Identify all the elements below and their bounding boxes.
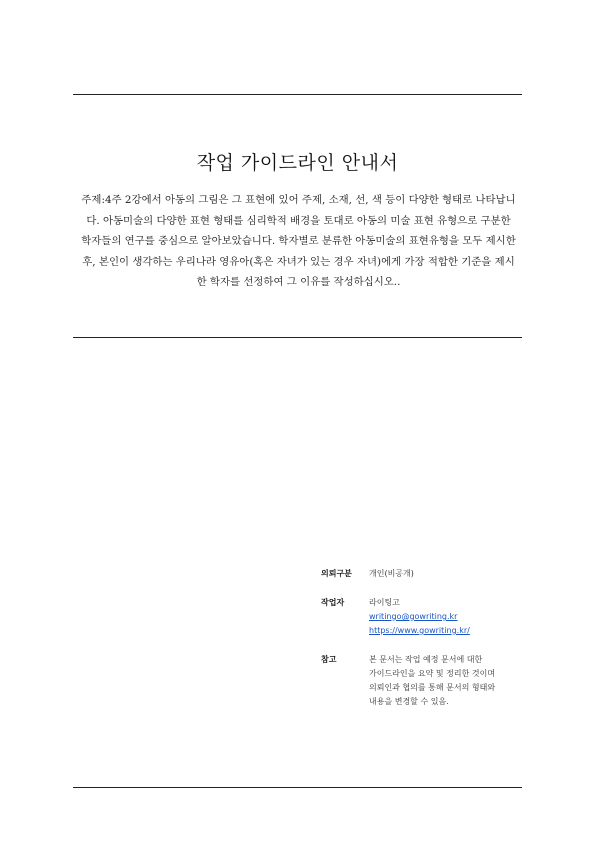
author-email-link[interactable]: writingo@gowriting.kr: [369, 612, 458, 621]
assignment-body-text: 주제:4주 2강에서 아동의 그림은 그 표현에 있어 주제, 소재, 선, 색 등이 다양한 형태로 나타납니다. 아동미술의 다양한 표현 형태를 심리학적 배경을 토대로 아동의 미술 표현 유형으로 구분한 학자들의 연구를 중심으로 알아보았습니다. 학자별로 분류한 아동미술의 표현유형을 모두 제시한 후, 본인이 생각하는 우리나라 영유아(혹은 자녀가 있는 경우 자녀)에게 가장 적합한 기준을 제시한 학자를 선정하여 그 이유를 작성하십시오..: [81, 194, 516, 289]
meta-row-note: [321, 653, 541, 709]
author-label: 작업자: [321, 598, 345, 607]
request-type-value: 개인(비공개): [369, 569, 414, 578]
note-line: 가이드라인을 요약 및 정리한 것이며: [369, 669, 496, 678]
bottom-divider: [73, 787, 522, 788]
author-website-link[interactable]: https://www.gowriting.kr/: [369, 626, 470, 635]
note-text: [369, 653, 541, 709]
middle-divider: [73, 337, 522, 338]
note-label: 참고: [321, 655, 337, 664]
author-info: [369, 596, 541, 638]
meta-row-author: [321, 596, 541, 638]
note-line: 의뢰인과 협의를 통해 문서의 형태와: [369, 683, 496, 692]
request-type-label: 의뢰구분: [321, 569, 352, 578]
document-meta: [321, 567, 541, 709]
meta-row-request-type: [321, 567, 541, 581]
author-name: 라이팅고: [369, 598, 400, 607]
note-line: 본 문서는 작업 예정 문서에 대한: [369, 655, 483, 664]
document-title: 작업 가이드라인 안내서: [196, 152, 399, 174]
note-line: 내용을 변경할 수 있음.: [369, 697, 449, 706]
top-divider: [73, 94, 522, 95]
